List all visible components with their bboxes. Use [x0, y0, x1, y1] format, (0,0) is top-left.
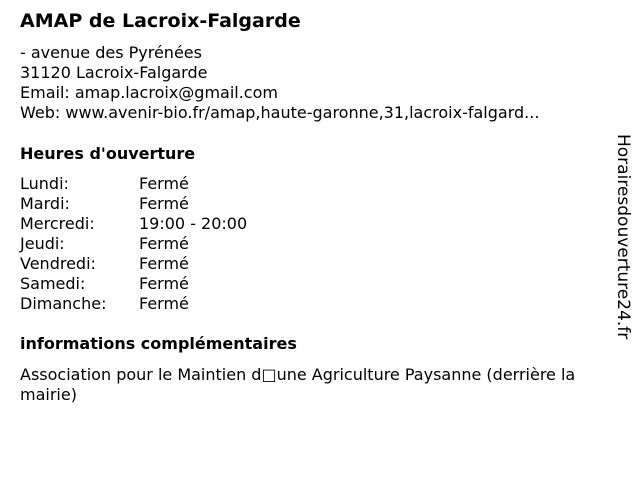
- hours-value: Fermé: [139, 194, 189, 213]
- day-label: Samedi:: [20, 274, 86, 293]
- hours-value: Fermé: [139, 294, 189, 313]
- hours-value: Fermé: [139, 274, 189, 293]
- day-label: Lundi:: [20, 174, 69, 193]
- watermark-text: Horairesdouverture24.fr: [613, 134, 633, 340]
- hours-value: Fermé: [139, 234, 189, 253]
- business-name: AMAP de Lacroix-Falgarde: [20, 10, 301, 32]
- day-label: Dimanche:: [20, 294, 107, 313]
- day-label: Vendredi:: [20, 254, 96, 273]
- email-line[interactable]: Email: amap.lacroix@gmail.com: [20, 83, 278, 102]
- day-label: Mercredi:: [20, 214, 95, 233]
- info-description: Association pour le Maintien d□une Agriculture Paysanne (derrière la mairie): [20, 365, 576, 404]
- hours-value: 19:00 - 20:00: [139, 214, 248, 233]
- hours-heading: Heures d'ouverture: [20, 144, 196, 163]
- address-city: 31120 Lacroix-Falgarde: [20, 63, 208, 82]
- website-line[interactable]: Web: www.avenir-bio.fr/amap,haute-garonne,31,lacroix-falgard...: [20, 103, 540, 122]
- hours-value: Fermé: [139, 174, 189, 193]
- info-heading: informations complémentaires: [20, 334, 297, 353]
- day-label: Mardi:: [20, 194, 70, 213]
- address-street: - avenue des Pyrénées: [20, 43, 202, 62]
- site-watermark: [613, 134, 633, 344]
- day-label: Jeudi:: [20, 234, 65, 253]
- hours-value: Fermé: [139, 254, 189, 273]
- address-block: [20, 43, 539, 123]
